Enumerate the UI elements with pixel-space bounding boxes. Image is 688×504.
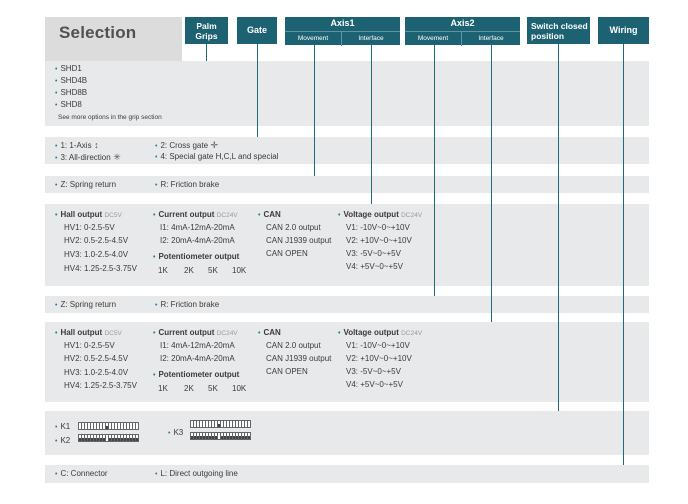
interface1-pot-option: 5K	[208, 266, 218, 275]
axis2-title: Axis2	[450, 18, 475, 28]
axis1-interface-label: Interface	[342, 31, 400, 46]
interface2-hall-option: HV2: 0.5-2.5-4.5V	[64, 354, 129, 363]
connector-interface2	[491, 45, 492, 322]
switch-k1-label: • K1	[55, 422, 71, 431]
interface1-pot-option: 1K	[158, 266, 168, 275]
interface2-pot-title: • Potentiometer output	[153, 370, 240, 379]
grip-item: • SHD8B	[55, 88, 88, 97]
switch-k1-diagram	[78, 422, 138, 430]
title-box	[45, 17, 182, 61]
interface2-can-option: CAN OPEN	[266, 367, 308, 376]
interface2-hall-option: HV3: 1.0-2.5-4.0V	[64, 368, 129, 377]
movement1-spring-return: • Z: Spring return	[55, 180, 117, 189]
switch-k3-diagram-bottom	[190, 432, 250, 440]
switch-k3-label: • K3	[168, 428, 184, 437]
wiring-direct-line: • L: Direct outgoing line	[155, 469, 238, 478]
interface2-hall-option: HV4: 1.25-2.5-3.75V	[64, 381, 137, 390]
interface2-voltage-option: V1: -10V~0~+10V	[346, 341, 410, 350]
header-switch-closed	[527, 17, 590, 44]
interface1-can-option: CAN 2.0 output	[266, 223, 321, 232]
interface1-voltage-option: V2: +10V~0~+10V	[346, 236, 412, 245]
header-wiring	[598, 17, 649, 44]
header-wiring-label: Wiring	[609, 25, 638, 35]
connector-interface1	[371, 45, 372, 204]
interface1-current-option: I1: 4mA-12mA-20mA	[160, 223, 235, 232]
connector-wiring	[623, 44, 624, 465]
interface1-can-option: CAN J1939 output	[266, 236, 332, 245]
interface1-pot-option: 2K	[184, 266, 194, 275]
connector-movement1	[314, 45, 315, 176]
page-title: Selection	[59, 23, 137, 42]
interface1-current-option: I2: 20mA-4mA-20mA	[160, 236, 235, 245]
movement1-friction-brake: • R: Friction brake	[155, 180, 220, 189]
interface1-voltage-title: • Voltage output DC24V	[338, 210, 423, 219]
interface1-hall-option: HV1: 0-2.5-5V	[64, 223, 115, 232]
header-palm-grips	[185, 17, 228, 44]
interface2-voltage-option: V3: -5V~0~+5V	[346, 367, 401, 376]
interface1-hall-option: HV3: 1.0-2.5-4.0V	[64, 250, 129, 259]
header-gate-label: Gate	[246, 25, 267, 35]
interface1-voltage-option: V1: -10V~0~+10V	[346, 223, 410, 232]
header-palm-grips-label: Palm Grips	[195, 21, 218, 41]
header-axis1	[285, 17, 400, 45]
interface2-hall-title: • Hall output DC5V	[55, 328, 122, 337]
one-axis-icon: ↕	[91, 140, 99, 150]
interface1-hall-option: HV4: 1.25-2.5-3.75V	[64, 264, 137, 273]
axis1-title: Axis1	[330, 18, 355, 28]
interface1-voltage-option: V4: +5V~0~+5V	[346, 262, 403, 271]
axis2-interface-label: Interface	[462, 31, 520, 46]
cross-gate-icon: ✛	[208, 140, 219, 150]
interface2-current-title: • Current output DC24V	[153, 328, 238, 337]
switch-k2-diagram	[78, 434, 138, 442]
interface2-pot-option: 2K	[184, 384, 194, 393]
interface1-current-title: • Current output DC24V	[153, 210, 238, 219]
gate-option-2: • 2: Cross gate ✛	[155, 140, 219, 150]
interface1-voltage-option: V3: -5V~0~+5V	[346, 249, 401, 258]
gate-option-1: • 1: 1-Axis ↕	[55, 140, 99, 150]
grip-item: • SHD8	[55, 100, 82, 109]
interface2-current-option: I1: 4mA-12mA-20mA	[160, 341, 235, 350]
connector-movement2	[434, 45, 435, 296]
switch-k2-label: • K2	[55, 436, 71, 445]
interface1-pot-option: 10K	[232, 266, 247, 275]
axis1-movement-label: Movement	[285, 31, 342, 46]
interface1-hall-option: HV2: 0.5-2.5-4.5V	[64, 236, 129, 245]
interface2-current-option: I2: 20mA-4mA-20mA	[160, 354, 235, 363]
gate-option-3: • 3: All-direction ✳	[55, 152, 121, 162]
grip-item: • SHD1	[55, 64, 82, 73]
interface2-voltage-option: V2: +10V~0~+10V	[346, 354, 412, 363]
grip-note: See more options in the grip section	[58, 114, 162, 121]
interface2-pot-option: 5K	[208, 384, 218, 393]
interface1-pot-title: • Potentiometer output	[153, 252, 240, 261]
header-axis2	[405, 17, 520, 45]
interface2-pot-option: 10K	[232, 384, 247, 393]
interface2-can-option: CAN 2.0 output	[266, 341, 321, 350]
interface2-voltage-title: • Voltage output DC24V	[338, 328, 423, 337]
connector-gate	[257, 44, 258, 137]
movement2-friction-brake: • R: Friction brake	[155, 300, 220, 309]
interface1-can-title: • CAN	[258, 210, 281, 219]
interface2-voltage-option: V4: +5V~0~+5V	[346, 380, 403, 389]
interface1-hall-title: • Hall output DC5V	[55, 210, 122, 219]
all-direction-icon: ✳	[110, 152, 121, 162]
wiring-connector: • C: Connector	[55, 469, 108, 478]
connector-grips	[206, 44, 207, 61]
interface2-can-option: CAN J1939 output	[266, 354, 332, 363]
connector-switch	[558, 44, 559, 411]
movement2-spring-return: • Z: Spring return	[55, 300, 117, 309]
band-switch	[45, 411, 649, 455]
switch-k3-diagram-top	[190, 420, 250, 428]
interface2-can-title: • CAN	[258, 328, 281, 337]
axis2-movement-label: Movement	[405, 31, 462, 46]
header-switch-closed-label: Switch closed position	[531, 21, 588, 41]
gate-option-4: • 4: Special gate H,C,L and special	[155, 152, 279, 161]
band-wiring	[45, 465, 649, 483]
header-gate	[237, 17, 277, 44]
interface1-can-option: CAN OPEN	[266, 249, 308, 258]
interface2-hall-option: HV1: 0-2.5-5V	[64, 341, 115, 350]
interface2-pot-option: 1K	[158, 384, 168, 393]
grip-item: • SHD4B	[55, 76, 88, 85]
